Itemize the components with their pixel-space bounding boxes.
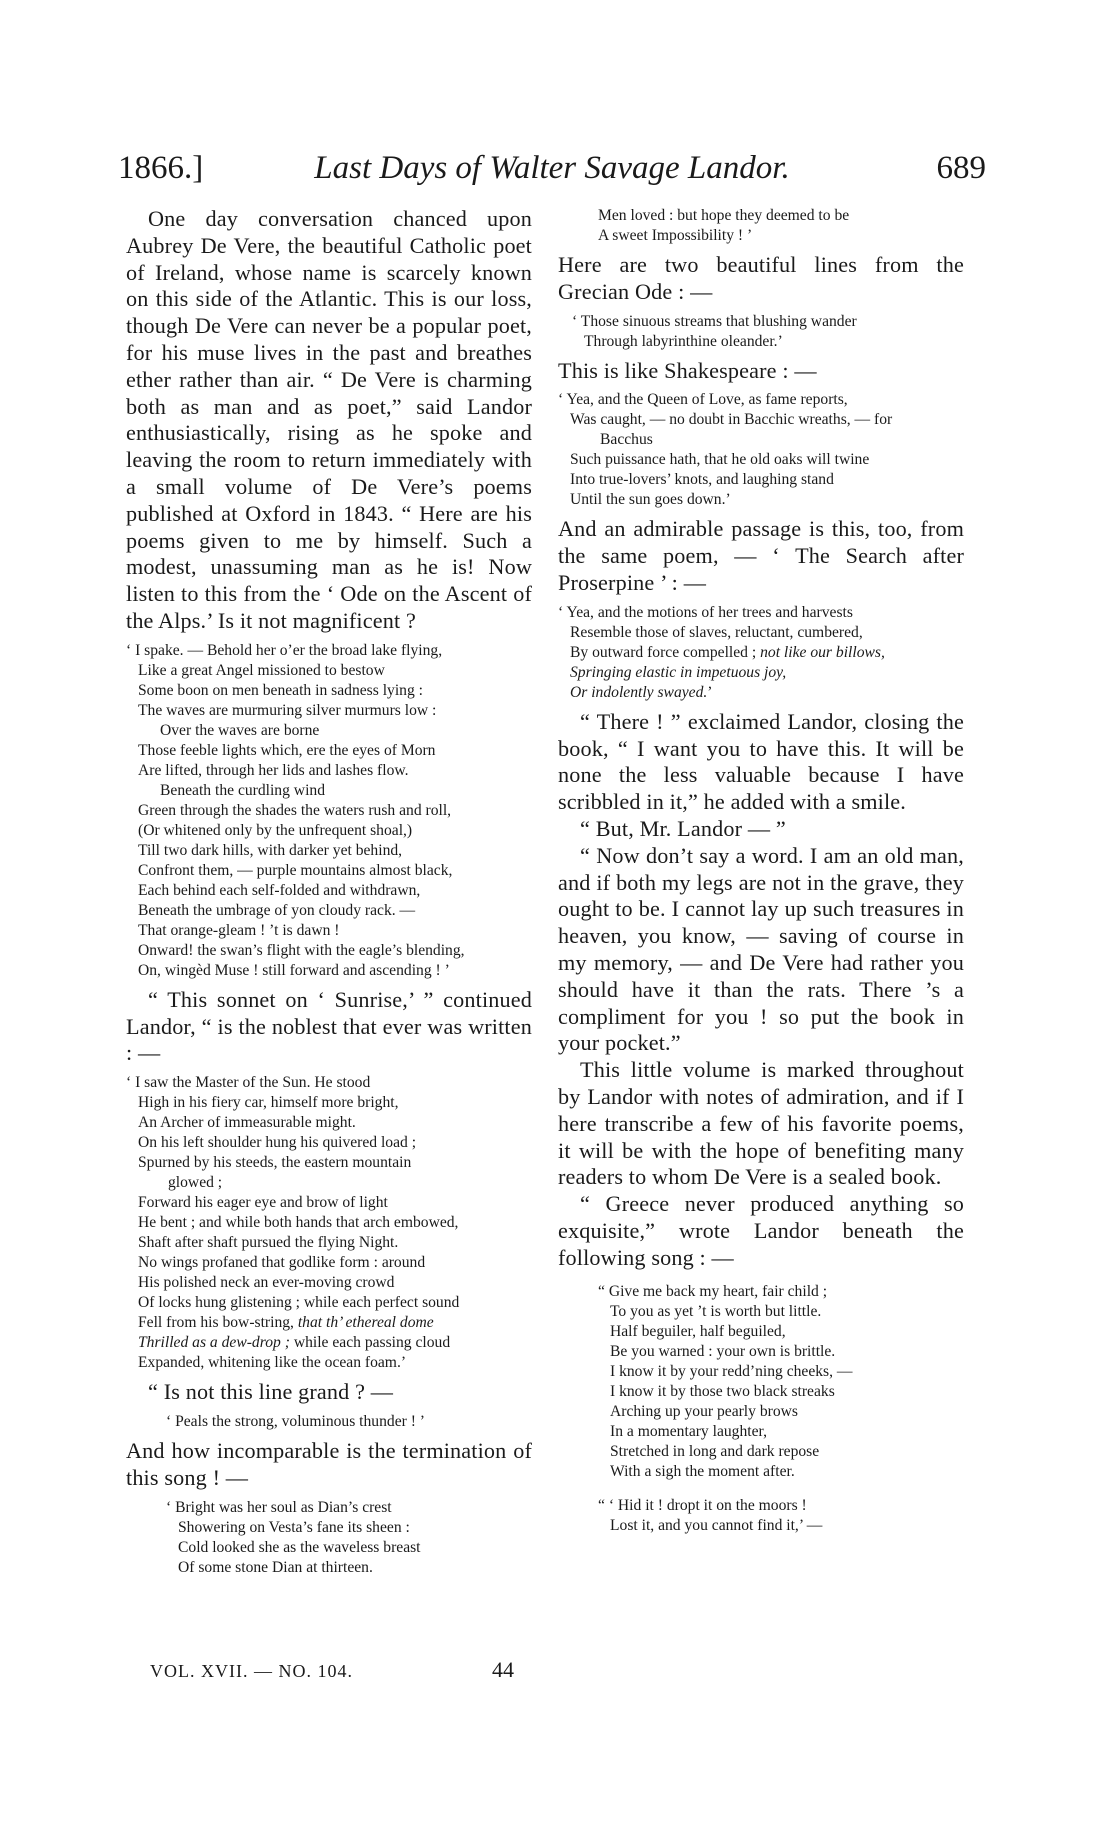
poem-line: Such puissance hath, that he old oaks will twine xyxy=(570,451,870,469)
poem-line: Onward! the swan’s flight with the eagle’s blending, xyxy=(138,941,465,959)
poem-line xyxy=(126,1333,532,1353)
poem-line-text: Fell from his bow-string, xyxy=(138,1314,294,1332)
poem-line: Cold looked she as the waveless breast xyxy=(178,1538,421,1556)
paragraph: This little volume is marked throughout by Landor with notes of admiration, and if I here transcribe a few of his favorite poems, it will be with the hope of benefiting many readers to whom De Vere is a sealed book. xyxy=(558,1057,964,1190)
poem-line: Till two dark hills, with darker yet behind, xyxy=(138,841,403,859)
paragraph: “ There ! ” exclaimed Landor, closing the book, “ I want you to have this. It will be none the less valuable because I have scribbled in it,” he added with a smile. xyxy=(558,708,964,815)
left-column xyxy=(126,206,532,1584)
quote-thunder xyxy=(166,1412,532,1432)
poem-line: With a sigh the moment after. xyxy=(610,1462,795,1480)
poem-line: Stretched in long and dark repose xyxy=(610,1442,820,1460)
paragraph: And an admirable passage is this, too, from the same poem, — ‘ The Search after Proserpine ’ : — xyxy=(558,516,964,595)
poem-line: Resemble those of slaves, reluctant, cumbered, xyxy=(570,623,863,641)
poem-line: ‘ Peals the strong, voluminous thunder ! ’ xyxy=(166,1412,425,1430)
poem-dian xyxy=(166,1498,532,1578)
poem-line-text: while each passing cloud xyxy=(293,1334,451,1352)
right-column xyxy=(558,206,964,1542)
paragraph: “ This sonnet on ‘ Sunrise,’ ” continued Landor, “ is the noblest that ever was written : — xyxy=(126,986,532,1066)
poem-line xyxy=(558,643,964,663)
poem-line: Beneath the umbrage of yon cloudy rack. — xyxy=(138,901,416,919)
poem-line: Those feeble lights which, ere the eyes of Morn xyxy=(138,741,436,759)
poem-line: Bacchus xyxy=(600,431,653,449)
poem-line: His polished neck an ever-moving crowd xyxy=(138,1274,395,1292)
poem-line-text: ’ xyxy=(707,683,713,701)
poem-grecian-ode xyxy=(572,312,964,352)
poem-line: I know it by those two black streaks xyxy=(610,1382,835,1400)
poem-line-italic: that th’ ethereal dome xyxy=(297,1314,434,1332)
poem-line: Until the sun goes down.’ xyxy=(570,491,731,509)
poem-line: Are lifted, through her lids and lashes flow. xyxy=(138,761,409,779)
poem-line: Forward his eager eye and brow of light xyxy=(138,1194,388,1212)
poem-line: ‘ Those sinuous streams that blushing wander xyxy=(572,312,857,330)
signature-mark: 44 xyxy=(492,1657,514,1682)
poem-line: ‘ I saw the Master of the Sun. He stood xyxy=(126,1074,371,1092)
poem-hid-it xyxy=(598,1496,964,1536)
paragraph: “ Now don’t say a word. I am an old man, and if both my legs are not in the grave, they ought to be. I cannot lay up such treasures in heaven, you know, — saving of course in my memory, — and De Vere had rather you should have it than the rats. There ’s a compliment for you ! so put the book in your pocket.” xyxy=(558,842,964,1056)
paragraph: “ Is not this line grand ? — xyxy=(148,1379,394,1405)
poem-line: Was caught, — no doubt in Bacchic wreaths, — for xyxy=(570,411,893,429)
poem-queen-of-love xyxy=(558,390,964,510)
poem-proserpine xyxy=(558,603,964,703)
page-footer xyxy=(150,1657,540,1691)
poem-line: Of locks hung glistening ; while each perfect sound xyxy=(138,1294,460,1312)
poem-line: ‘ Yea, and the motions of her trees and harvests xyxy=(558,603,853,621)
poem-line: In a momentary laughter, xyxy=(610,1422,767,1440)
poem-line: Springing elastic in impetuous joy, xyxy=(570,663,787,681)
paragraph: And how incomparable is the termination of this song ! — xyxy=(126,1437,532,1490)
volume-number: VOL. XVII. — NO. 104. xyxy=(150,1661,353,1681)
poem-line: Half beguiler, half beguiled, xyxy=(610,1322,786,1340)
poem-line: The waves are murmuring silver murmurs low : xyxy=(138,701,437,719)
poem-line: “ ‘ Hid it ! dropt it on the moors ! xyxy=(598,1496,807,1514)
poem-line: Spurned by his steeds, the eastern mountain xyxy=(138,1154,412,1172)
poem-line: “ Give me back my heart, fair child ; xyxy=(598,1282,828,1300)
poem-line: Shaft after shaft pursued the flying Night. xyxy=(138,1234,399,1252)
poem-line: Confront them, — purple mountains almost black, xyxy=(138,861,453,879)
paragraph: This is like Shakespeare : — xyxy=(558,357,817,383)
poem-line: Of some stone Dian at thirteen. xyxy=(178,1558,373,1576)
poem-line: Expanded, whitening like the ocean foam.’ xyxy=(138,1354,407,1372)
poem-line: Men loved : but hope they deemed to be xyxy=(598,207,850,224)
paragraph: One day conversation chanced upon Aubrey De Vere, the beautiful Catholic poet of Ireland, whose name is scarcely known on this side of the Atlantic. This is our loss, though De Vere can never be a popular poet, for his muse lives in the past and breathes ether rather than air. “ De Vere is charming both as man and as poet,” said Landor enthusiastically, rising as he spoke and leaving the room to return immediately with a small volume of De Vere’s poems published at Oxford in 1843. “ Here are his poems given to me by himself. Such a modest, unassuming man as he is! Now listen to this from the ‘ Ode on the Ascent of the Alps.’ Is it not magnificent ? xyxy=(126,206,532,633)
poem-line: On his left shoulder hung his quivered load ; xyxy=(138,1134,417,1152)
poem-line: Over the waves are borne xyxy=(160,721,320,739)
poem-line: I know it by your redd’ning cheeks, — xyxy=(610,1362,853,1380)
header-title: Last Days of Walter Savage Landor. xyxy=(314,150,790,186)
poem-line: That orange-gleam ! ’t is dawn ! xyxy=(138,921,340,939)
poem-line: ‘ Yea, and the Queen of Love, as fame reports, xyxy=(558,391,848,409)
poem-sunrise-sonnet xyxy=(126,1073,532,1373)
poem-line: glowed ; xyxy=(168,1174,223,1192)
poem-line xyxy=(558,683,964,703)
poem-line: Each behind each self-folded and withdrawn, xyxy=(138,881,421,899)
running-header xyxy=(118,150,986,200)
poem-line: Green through the shades the waters rush and roll, xyxy=(138,801,452,819)
poem-alps-ode xyxy=(126,641,532,981)
poem-line: (Or whitened only by the unfrequent shoal,) xyxy=(138,821,413,839)
poem-line: Beneath the curdling wind xyxy=(160,781,325,799)
poem-line: Showering on Vesta’s fane its sheen : xyxy=(178,1518,410,1536)
poem-line: Some boon on men beneath in sadness lying : xyxy=(138,681,423,699)
paragraph: Here are two beautiful lines from the Grecian Ode : — xyxy=(558,252,964,304)
poem-line: ‘ I spake. — Behold her o’er the broad lake flying, xyxy=(126,641,443,659)
poem-line: To you as yet ’t is worth but little. xyxy=(610,1302,822,1320)
page-number: 689 xyxy=(936,150,986,186)
poem-line-italic: Thrilled as a dew-drop ; xyxy=(138,1334,290,1352)
poem-line: No wings profaned that godlike form : around xyxy=(138,1254,426,1272)
poem-line: Be you warned : your own is brittle. xyxy=(610,1342,836,1360)
poem-line-italic: Or indolently swayed. xyxy=(570,683,708,701)
poem-line: Like a great Angel missioned to bestow xyxy=(138,661,385,679)
poem-line: He bent ; and while both hands that arch embowed, xyxy=(138,1214,459,1232)
poem-line: ‘ Bright was her soul as Dian’s crest xyxy=(166,1498,392,1516)
poem-line-text: By outward force compelled ; xyxy=(570,643,757,661)
poem-line-italic: not like our billows, xyxy=(760,643,885,661)
poem-continuation xyxy=(598,206,964,246)
header-year: 1866.] xyxy=(118,150,204,186)
paragraph: “ Greece never produced anything so exquisite,” wrote Landor beneath the following song : — xyxy=(558,1191,964,1270)
poem-line: High in his fiery car, himself more bright, xyxy=(138,1094,399,1112)
poem-line: Into true-lovers’ knots, and laughing stand xyxy=(570,471,834,489)
paragraph: “ But, Mr. Landor — ” xyxy=(580,815,786,841)
poem-line: Through labyrinthine oleander.’ xyxy=(584,332,783,350)
poem-line xyxy=(126,1313,532,1333)
poem-line: A sweet Impossibility ! ’ xyxy=(598,227,753,244)
poem-line: Arching up your pearly brows xyxy=(610,1402,798,1420)
poem-give-me-back xyxy=(598,1282,964,1482)
poem-line: Lost it, and you cannot find it,’ — xyxy=(610,1516,823,1534)
poem-line: On, wingèd Muse ! still forward and ascending ! ’ xyxy=(138,961,450,979)
poem-line: An Archer of immeasurable might. xyxy=(138,1114,356,1132)
